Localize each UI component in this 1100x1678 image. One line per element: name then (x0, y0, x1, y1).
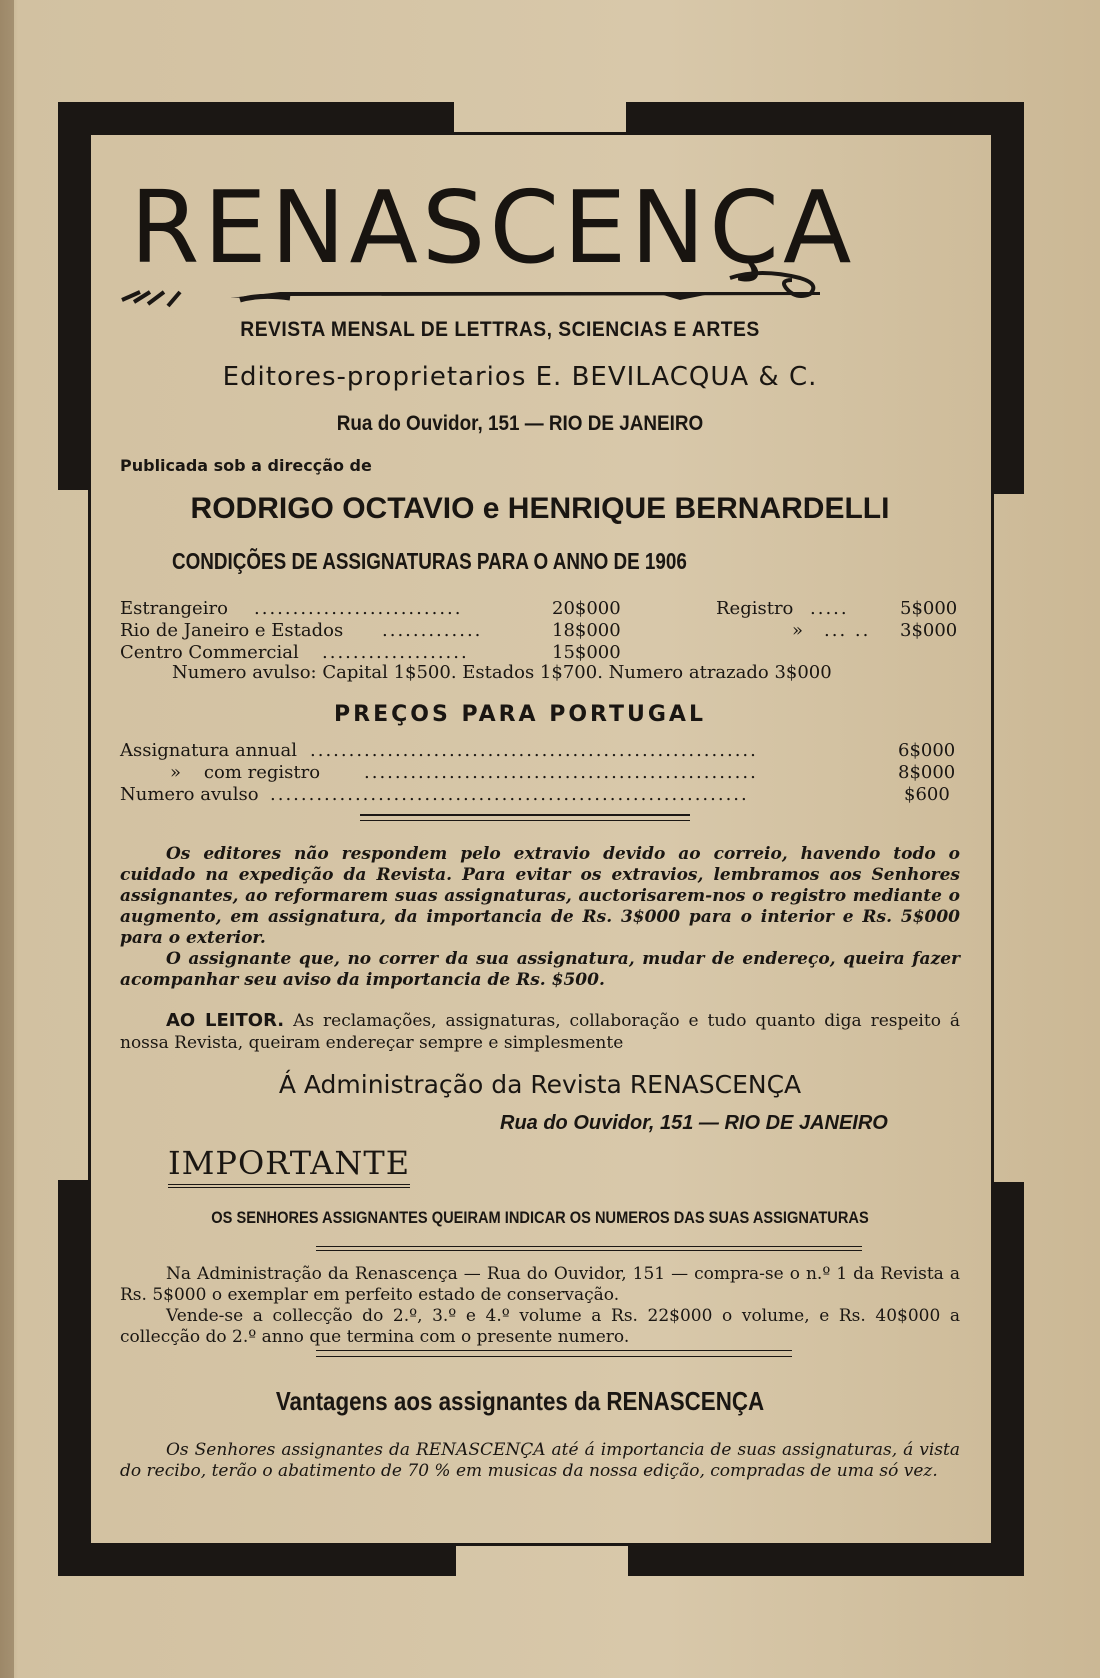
page-binding-edge (0, 0, 14, 1678)
price-right-value: 3$000 (900, 620, 958, 641)
notice-paragraph: O assignante que, no correr da sua assignatura, mudar de endereço, queira fazer acompanhar seu aviso da importancia de Rs. $500. (120, 949, 960, 990)
frame-inner-line (88, 132, 91, 1546)
importante-heading: IMPORTANTE (168, 1144, 410, 1188)
frame-inner-line (88, 1543, 994, 1546)
price-label: Numero avulso (120, 784, 259, 805)
price-row (120, 620, 960, 642)
price-label: Rio de Janeiro e Estados (120, 620, 344, 641)
divider-rule (316, 1350, 792, 1351)
masthead-title: RENASCENÇA (130, 169, 856, 286)
notice-paragraph: Os editores não respondem pelo extravio devido ao correio, havendo todo o cuidado na expedição da Revista. Para evitar os extravios, lembramos aos Senhores assignantes, ao reformarem suas assignaturas, auctorisarem-nos o registro mediante o augmento, em assignatura, da importancia de Rs. 3$000 para o interior e Rs. 5$000 para o exterior. (120, 844, 960, 948)
vantagens-heading: Vantagens aos assignantes da RENASCENÇA (275, 1386, 765, 1416)
divider-rule (316, 1250, 862, 1251)
avulso-line: Numero avulso: Capital 1$500. Estados 1$700. Numero atrazado 3$000 (172, 662, 832, 683)
price-row (120, 784, 960, 806)
price-row (120, 762, 960, 784)
portugal-table (120, 740, 960, 806)
conditions-table (120, 598, 960, 664)
leader-dots: ........................... (254, 598, 463, 619)
direction-names: RODRIGO OCTAVIO e HENRIQUE BERNARDELLI (190, 492, 890, 525)
price-label: » com registro (170, 762, 321, 783)
advertisement-page (120, 150, 960, 1540)
leader-dots: ................... (322, 642, 469, 663)
masthead-ornament (120, 270, 840, 310)
masthead-address: Rua do Ouvidor, 151 — RIO DE JANEIRO (336, 412, 704, 435)
divider-rule (360, 814, 690, 816)
reader-notice (120, 1010, 960, 1054)
divider-rule (316, 1246, 862, 1247)
price-right-label: Registro (716, 598, 794, 619)
frame-inner-line (991, 132, 994, 1546)
postal-notice (120, 844, 960, 991)
price-value: 18$000 (552, 620, 621, 641)
masthead-subtitle: REVISTA MENSAL DE LETTRAS, SCIENCIAS E ARTES (240, 318, 760, 341)
sale-paragraph: Vende-se a collecção do 2.º, 3.º e 4.º volume a Rs. 22$000 o volume, e Rs. 40$000 a collecção do 2.º anno que termina com o presente numero. (120, 1306, 960, 1347)
leader-dots: .......................................................... (310, 740, 758, 761)
frame-border (58, 1180, 88, 1576)
frame-border (58, 102, 88, 490)
portugal-title: PREÇOS PARA PORTUGAL (334, 702, 706, 727)
price-row (120, 740, 960, 762)
price-row (120, 598, 960, 620)
reader-notice-text: As reclamações, assignaturas, collaboração e tudo quanto diga respeito á nossa Revista, queiram endereçar sempre e simplesmente (120, 1011, 961, 1053)
price-label: Assignatura annual (120, 740, 297, 761)
frame-border (58, 1546, 456, 1576)
admin-line: Á Administração da Revista RENASCENÇA (278, 1070, 802, 1099)
admin-address: Rua do Ouvidor, 151 — RIO DE JANEIRO (500, 1112, 888, 1134)
price-row (120, 642, 960, 664)
frame-border (626, 102, 1024, 132)
price-value: 8$000 (898, 762, 956, 783)
masthead-editors: Editores-proprietarios E. BEVILACQUA & C. (222, 362, 818, 392)
price-value: 15$000 (552, 642, 621, 663)
frame-border (58, 102, 454, 132)
leader-dots: ... .. (824, 620, 871, 641)
divider-rule (360, 820, 690, 821)
divider-rule (316, 1356, 792, 1357)
price-value: 6$000 (898, 740, 956, 761)
leader-dots: ..... (810, 598, 849, 619)
price-right-value: 5$000 (900, 598, 958, 619)
frame-border (994, 102, 1024, 494)
sale-notice (120, 1264, 960, 1348)
frame-inner-line (88, 132, 994, 135)
leader-dots: ............. (382, 620, 483, 641)
price-right-label: » (792, 620, 804, 641)
price-value: $600 (904, 784, 950, 805)
reader-notice-label: AO LEITOR. (166, 1010, 285, 1031)
vantagens-text: Os Senhores assignantes da RENASCENÇA até á importancia de suas assignaturas, á vista do recibo, terão o abatimento de 70 % em musicas da nossa edição, compradas de uma só vez. (120, 1440, 960, 1481)
direction-label: Publicada sob a direcção de (120, 456, 372, 475)
leader-dots: ................................................... (364, 762, 758, 783)
frame-border (994, 1182, 1024, 1576)
conditions-title: CONDIÇÕES DE ASSIGNATURAS PARA O ANNO DE 1906 (172, 548, 687, 574)
leader-dots: .............................................................. (270, 784, 749, 805)
price-value: 20$000 (552, 598, 621, 619)
sale-paragraph: Na Administração da Renascença — Rua do Ouvidor, 151 — compra-se o n.º 1 da Revista a Rs. 5$000 o exemplar em perfeito estado de conservação. (120, 1264, 960, 1305)
price-label: Centro Commercial (120, 642, 299, 663)
price-label: Estrangeiro (120, 598, 228, 619)
importante-note: OS SENHORES ASSIGNANTES QUEIRAM INDICAR OS NUMEROS DAS SUAS ASSIGNATURAS (211, 1208, 869, 1227)
frame-border (628, 1546, 1024, 1576)
